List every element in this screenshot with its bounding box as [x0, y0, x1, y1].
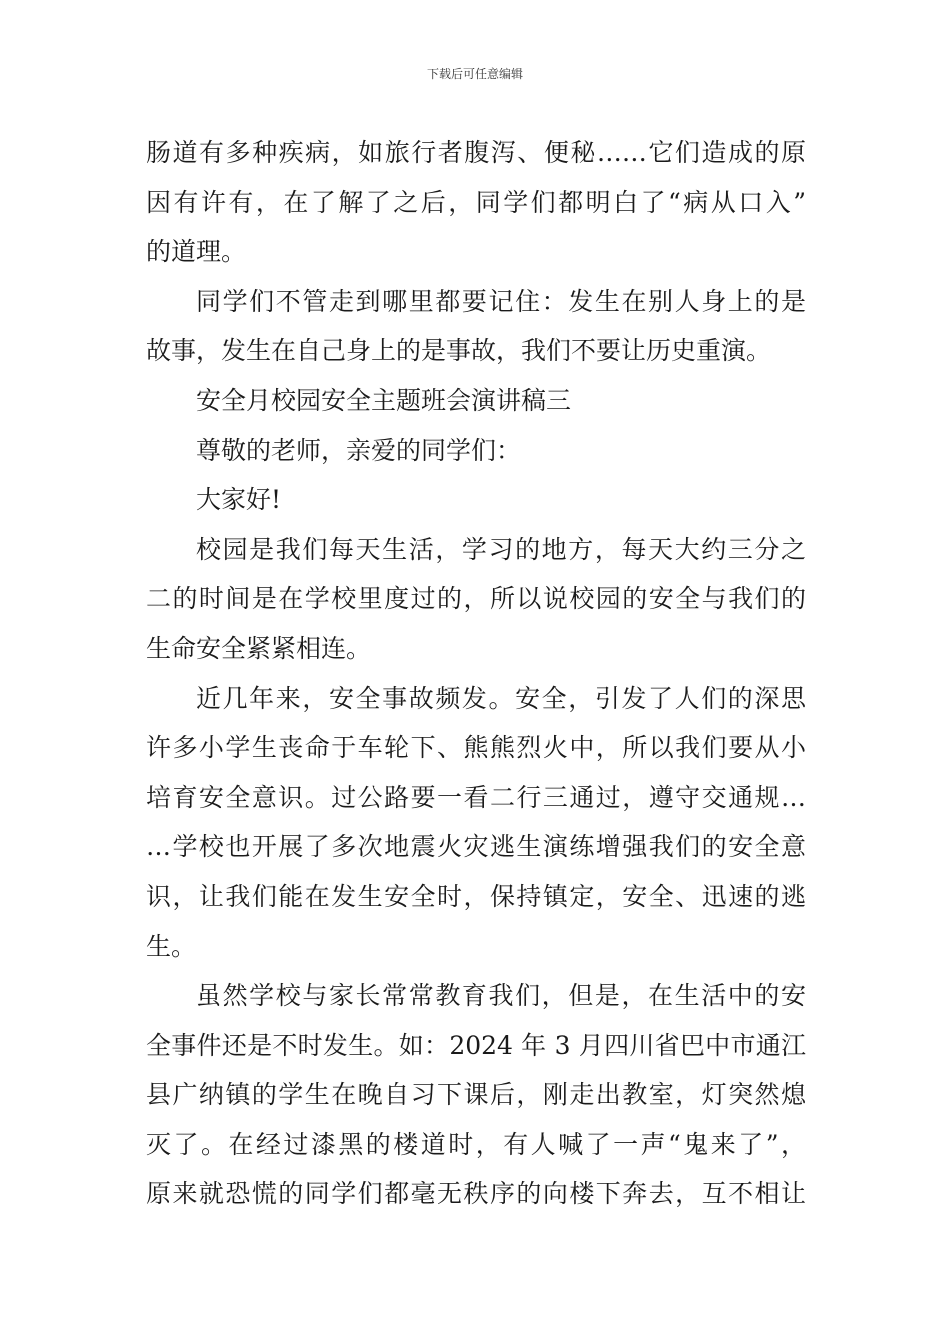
page-header: 下载后可任意编辑: [426, 67, 523, 81]
text-line: 校园是我们每天生活，学习的地方，每天大约三分之: [196, 534, 806, 564]
text-line: 因有许有，在了解了之后，同学们都明白了“病从口入”: [146, 187, 806, 217]
text-line: 灭了。在经过漆黑的楼道时，有人喊了一声“鬼来了”，: [146, 1129, 806, 1159]
text-line: 培育安全意识。过公路要一看二行三通过，遵守交通规…: [146, 782, 806, 812]
text-line: 原来就恐慌的同学们都毫无秩序的向楼下奔去，互不相让: [146, 1179, 806, 1209]
text-line: 许多小学生丧命于车轮下、熊熊烈火中，所以我们要从小: [146, 733, 806, 763]
text-line: 生命安全紧紧相连。: [146, 633, 372, 663]
text-line: 尊敬的老师，亲爱的同学们：: [196, 435, 522, 465]
text-line: 的道理。: [146, 237, 247, 267]
text-line: 二的时间是在学校里度过的，所以说校园的安全与我们的: [146, 584, 806, 614]
text-line: 全事件还是不时发生。如：2024 年 3 月四川省巴中市通江: [146, 1030, 806, 1060]
text-line: 近几年来，安全事故频发。安全，引发了人们的深思: [196, 683, 806, 713]
text-line: 同学们不管走到哪里都要记住：发生在别人身上的是: [196, 286, 806, 316]
body-text: [146, 128, 806, 1219]
text-line: 大家好!: [196, 485, 282, 515]
text-line: 虽然学校与家长常常教育我们，但是，在生活中的安: [196, 981, 806, 1011]
text-line: 肠道有多种疾病，如旅行者腹泻、便秘……它们造成的原: [146, 138, 806, 167]
text-line: …学校也开展了多次地震火灾逃生演练增强我们的安全意: [146, 832, 806, 862]
text-line: 故事，发生在自己身上的是事故，我们不要让历史重演。: [146, 336, 772, 366]
text-line: 识，让我们能在发生安全时，保持镇定，安全、迅速的逃: [146, 881, 806, 911]
text-line: 县广纳镇的学生在晚自习下课后，刚走出教室，灯突然熄: [146, 1080, 806, 1110]
text-line: 安全月校园安全主题班会演讲稿三: [196, 385, 572, 415]
text-line: 生。: [146, 931, 197, 961]
